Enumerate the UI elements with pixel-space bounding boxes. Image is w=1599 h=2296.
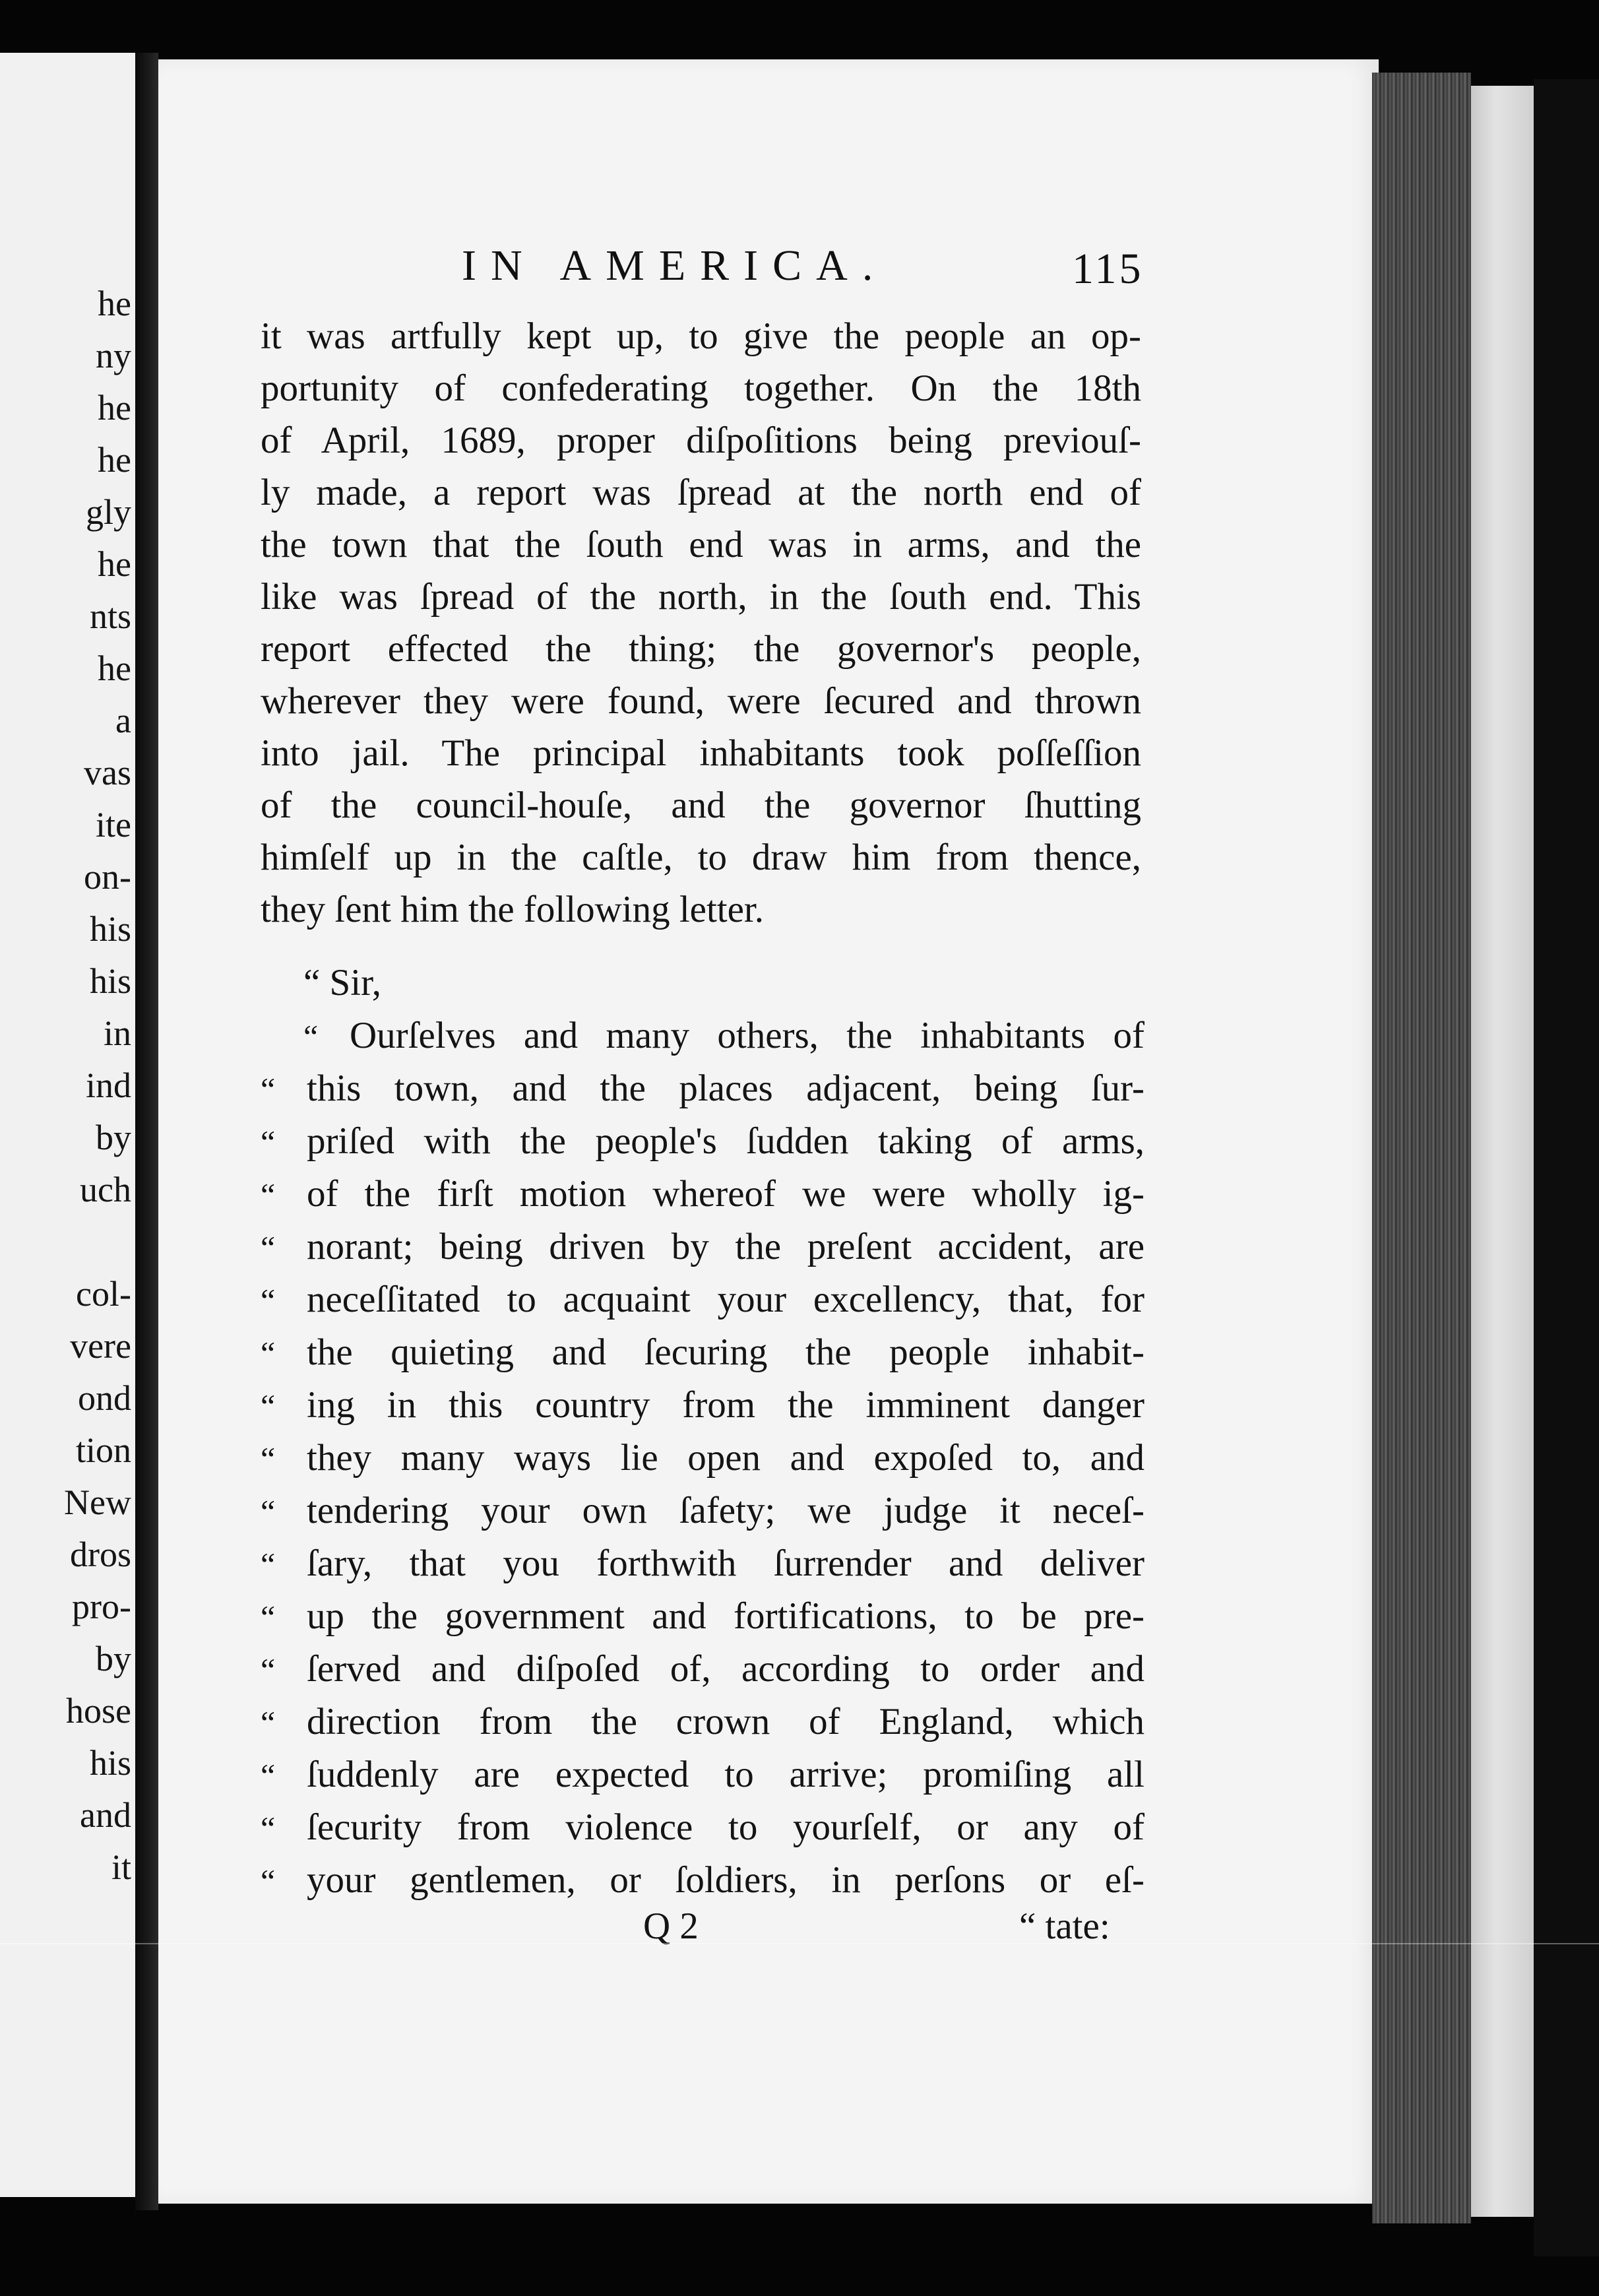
left-page-fragment: nts (89, 596, 131, 636)
left-page-fragment: ond (78, 1378, 131, 1418)
letter-line-text: ing in this country from the imminent danger (307, 1384, 1144, 1426)
letter-line (261, 1115, 1144, 1168)
letter-line-text: neceſſitated to acquaint your excellency, that, for (307, 1279, 1144, 1320)
letter-line (261, 1537, 1144, 1590)
letter-line (261, 1643, 1144, 1696)
body-line: like was ſpread of the north, in the ſouth end. This (261, 576, 1141, 618)
letter-line-text: of the firſt motion whereof we were wholly ig- (307, 1173, 1144, 1215)
letter-line-text: direction from the crown of England, which (307, 1701, 1144, 1742)
body-line: they ſent him the following letter. (261, 889, 765, 930)
left-page-fragment: hose (66, 1691, 131, 1731)
left-page-fragment: ind (85, 1066, 131, 1105)
left-page-fragment: it (111, 1847, 131, 1887)
left-page-fragment: col- (76, 1274, 131, 1314)
left-page-fragment: his (89, 961, 131, 1001)
body-line: the town that the ſouth end was in arms, and the (261, 524, 1141, 565)
letter-line (261, 1432, 1144, 1484)
letter-line-text: up the government and fortifications, to be pre- (307, 1595, 1144, 1637)
letter-line (261, 1168, 1144, 1221)
left-page-fragment: his (89, 909, 131, 949)
letter-line-text: ſerved and diſpoſed of, according to order and (307, 1648, 1144, 1690)
body-line: himſelf up in the caſtle, to draw him from thence, (261, 837, 1141, 878)
left-page-fragment: he (98, 649, 131, 688)
body-line: of April, 1689, proper diſpoſitions being previouſ- (261, 420, 1141, 461)
left-page-fragment: New (64, 1483, 131, 1522)
letter-line (261, 1221, 1144, 1273)
letter-line (261, 1696, 1144, 1748)
quote-mark: “ (261, 1440, 276, 1477)
quote-mark: “ (261, 1757, 276, 1794)
left-page-fragment: by (96, 1639, 131, 1678)
body-line: of the council-houſe, and the governor ſhutting (261, 784, 1141, 826)
letter-line-text: priſed with the people's ſudden taking of arms, (307, 1120, 1144, 1162)
body-line: into jail. The principal inhabitants took poſſeſſion (261, 732, 1141, 774)
letter-line-text: they many ways lie open and expoſed to, and (307, 1437, 1144, 1479)
left-page-fragment: dros (70, 1535, 131, 1574)
letter-line-text: ſuddenly are expected to arrive; promiſing all (307, 1754, 1144, 1795)
left-page-fragment: in (103, 1013, 131, 1053)
signature-mark: Q 2 (643, 1905, 699, 1947)
body-line: portunity of confederating together. On the 18th (261, 367, 1141, 409)
left-page-fragment: gly (85, 492, 131, 532)
left-page-fragment: ny (96, 336, 131, 375)
running-head: IN AMERICA. (462, 241, 888, 290)
letter-line-text: the quieting and ſecuring the people inhabit- (307, 1331, 1144, 1373)
left-page-fragment: ite (96, 805, 131, 845)
letter-line (261, 1590, 1144, 1643)
book-gutter (135, 53, 158, 2210)
letter-line-text: tendering your own ſafety; we judge it neceſ- (307, 1490, 1144, 1531)
page-edges-light (1471, 86, 1534, 2217)
quote-mark: “ (261, 1229, 276, 1266)
body-line: report effected the thing; the governor's people, (261, 628, 1141, 670)
left-page-fragment: his (89, 1743, 131, 1783)
quote-mark: “ (261, 1651, 276, 1688)
letter-line-text: norant; being driven by the preſent accident, are (307, 1226, 1144, 1267)
page-number: 115 (1072, 245, 1144, 293)
letter-line (261, 1854, 1144, 1907)
body-line: ly made, a report was ſpread at the north end of (261, 472, 1141, 513)
quote-mark: “ (261, 1387, 276, 1424)
letter-line-text: ſary, that you forthwith ſurrender and deliver (307, 1543, 1144, 1584)
left-page-fragment: tion (75, 1430, 131, 1470)
quote-mark: “ (261, 1124, 276, 1161)
left-page-fragment: on- (84, 857, 131, 897)
quote-mark: “ (261, 1335, 276, 1372)
letter-line (261, 1062, 1144, 1115)
scan-artifact-line (0, 1943, 1599, 1944)
left-page-fragment: he (98, 284, 131, 323)
catchword: “ tate: (1019, 1905, 1110, 1947)
left-page (0, 53, 137, 2197)
quote-mark: “ (261, 1493, 276, 1530)
left-page-fragment: uch (80, 1170, 131, 1209)
left-page-fragment: by (96, 1118, 131, 1157)
left-page-fragment: and (80, 1795, 131, 1835)
quote-mark: “ (261, 1704, 276, 1741)
quote-mark: “ (261, 1863, 276, 1899)
letter-line (261, 1801, 1144, 1854)
letter-line (261, 1484, 1144, 1537)
left-page-fragment: vas (84, 753, 131, 792)
page-edges (1372, 73, 1471, 2223)
letter-salutation: “ Sir, (303, 962, 382, 1004)
book-cover-edge (1534, 79, 1599, 2256)
letter-line (261, 1748, 1144, 1801)
letter-line (261, 1326, 1144, 1379)
quote-mark: “ (303, 1018, 319, 1055)
letter-line-text: this town, and the places adjacent, being ſur- (307, 1068, 1144, 1109)
left-page-fragment: a (115, 701, 131, 740)
left-page-fragment: he (98, 440, 131, 480)
letter-line-text: ſecurity from violence to yourſelf, or any of (307, 1806, 1144, 1848)
body-line: it was artfully kept up, to give the people an op- (261, 315, 1141, 357)
left-page-fragment: he (98, 388, 131, 428)
letter-first-line (303, 1009, 1144, 1062)
quote-mark: “ (261, 1546, 276, 1583)
quote-mark: “ (261, 1176, 276, 1213)
quote-mark: “ (261, 1810, 276, 1847)
quote-mark: “ (261, 1282, 276, 1319)
quote-mark: “ (261, 1599, 276, 1636)
letter-line-text: your gentlemen, or ſoldiers, in perſons or eſ- (307, 1859, 1144, 1901)
quote-mark: “ (261, 1071, 276, 1108)
left-page-fragment: pro- (72, 1587, 131, 1626)
letter-line (261, 1273, 1144, 1326)
letter-line-text: Ourſelves and many others, the inhabitants of (350, 1015, 1144, 1056)
body-line: wherever they were found, were ſecured and thrown (261, 680, 1141, 722)
letter-line (261, 1379, 1144, 1432)
left-page-fragment: vere (70, 1326, 131, 1366)
left-page-fragment: he (98, 544, 131, 584)
